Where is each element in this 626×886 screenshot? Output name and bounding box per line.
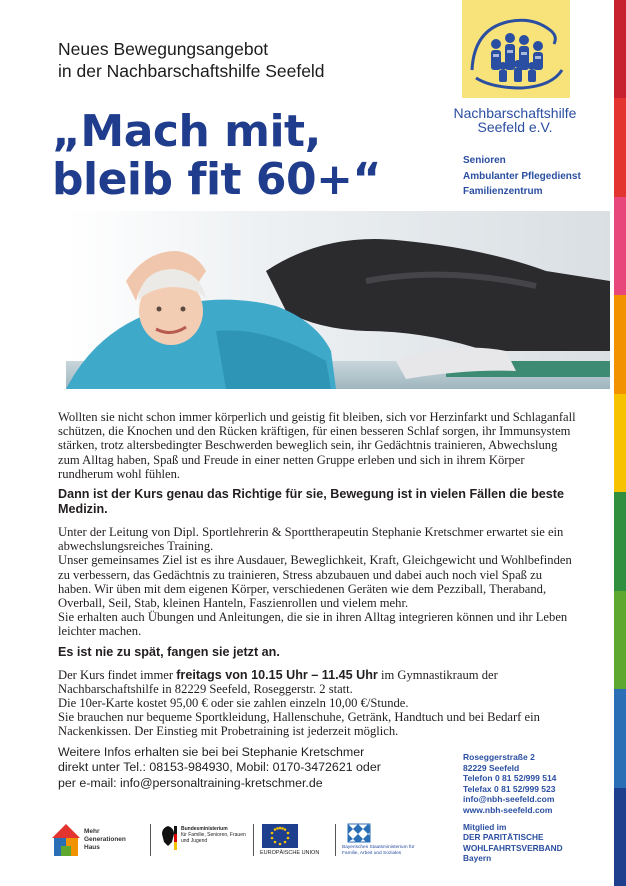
membership-line: DER PARITÄTISCHE <box>463 832 544 843</box>
contact-line: Weitere Infos erhalten sie bei bei Stephanie Kretschmer <box>58 744 365 759</box>
eu-label: EUROPÄISCHE UNION <box>260 850 320 856</box>
course-time-paragraph <box>58 668 578 696</box>
address-city: 82229 Seefeld <box>463 762 520 773</box>
bmf-line: und Jugend <box>181 838 208 844</box>
address-fax: Telefax 0 81 52/999 523 <box>463 783 556 794</box>
federal-eagle-icon <box>158 824 178 854</box>
bmf-label <box>181 826 251 844</box>
organization-name-line-1: Nachbarschaftshilfe <box>453 105 577 121</box>
page-title <box>52 108 381 204</box>
body-text <box>58 410 578 791</box>
contact-line: direkt unter Tel.: 08153-984930, Mobil: 0170-3472621 oder <box>58 760 381 775</box>
bmf-line: für Familie, Senioren, Frauen <box>181 832 246 838</box>
divider <box>253 824 254 856</box>
membership-line: Mitglied im <box>463 822 507 832</box>
headline-line-1: „Mach mit, <box>52 106 321 157</box>
bay-line: Bayerisches Staatsministerium für <box>342 845 415 850</box>
service-item: Senioren <box>463 155 506 166</box>
paragraph: Sie erhalten auch Übungen und Anleitungen, die sie in ihren Alltag integrieren können und ihr Leben leichter machen. <box>58 610 568 639</box>
address-web[interactable]: www.nbh-seefeld.com <box>463 804 553 815</box>
mgh-line: Mehr <box>84 828 100 835</box>
bavarian-crest-icon <box>344 822 374 844</box>
bay-label <box>342 845 422 857</box>
intro-line-2: in der Nachbarschaftshilfe Seefeld <box>58 61 325 81</box>
contact-email[interactable]: per e-mail: info@personaltraining-kretschmer.de <box>58 775 323 790</box>
organization-services <box>463 153 581 200</box>
address-email[interactable]: info@nbh-seefeld.com <box>463 794 555 805</box>
address-street: Roseggerstraße 2 <box>463 752 535 762</box>
eu-flag-icon <box>262 824 298 848</box>
price-paragraph: Die 10er-Karte kostet 95,00 € oder sie zahlen einzeln 10,00 €/Stunde. <box>58 696 409 711</box>
highlight-text: Es ist nie zu spät, fangen sie jetzt an. <box>58 644 280 659</box>
exercise-photo <box>66 211 610 389</box>
mgh-label <box>84 828 126 852</box>
course-time: freitags von 10.15 Uhr – 11.45 Uhr <box>176 667 378 682</box>
divider <box>335 824 336 856</box>
course-time-post: im Gymnastikraum der Nachbarschaftshilfe in 82229 Seefeld, Roseggerstr. 2 statt. <box>58 667 498 696</box>
membership-line: Bayern <box>463 853 492 864</box>
organization-logo <box>462 0 570 98</box>
logo-hands-icon <box>462 0 570 98</box>
mgh-line: Generationen <box>84 836 126 843</box>
mgh-line: Haus <box>84 844 100 851</box>
service-item: Ambulanter Pflegedienst <box>463 170 581 182</box>
seniors-exercising-illustration <box>66 211 610 389</box>
highlight-text: Dann ist der Kurs genau das Richtige für sie, Bewegung ist in vielen Fällen die beste Medizin. <box>58 487 564 517</box>
organization-name-line-2: Seefeld e.V. <box>477 119 553 135</box>
address-phone: Telefon 0 81 52/999 514 <box>463 773 557 784</box>
service-item: Familienzentrum <box>463 186 543 197</box>
address-block <box>463 752 556 816</box>
paragraph: Unser gemeinsames Ziel ist es ihre Ausdauer, Beweglichkeit, Kraft, Gleichgewicht und Wohlbefinden zu verbessern, das Gedächtnis zu trainieren, Stress abzubauen und dabei auch noch viel Spaß zu haben. Wir üben mit dem eigenen Körper, verschiedenen Geräten wie dem Pezziball, Theraband, Overball, Seil, Stab, kleinen Hanteln, Faszienrollen und vielem mehr. <box>58 553 572 611</box>
organization-name <box>445 106 585 134</box>
bmf-line: Bundesministerium <box>181 826 228 832</box>
paragraph: Sie brauchen nur bequeme Sportkleidung, Hallenschuhe, Getränk, Handtuch und bei Bedarf ein Nackenkissen. Der Einstieg mit Probetraining ist jederzeit möglich. <box>58 710 540 739</box>
color-strip <box>614 0 626 886</box>
bay-line: Familie, Arbeit und Soziales <box>342 851 402 856</box>
membership-block <box>463 822 563 864</box>
membership-line: WOHLFAHRTSVERBAND <box>463 842 563 853</box>
paragraph: Unter der Leitung von Dipl. Sportlehrerin & Sporttherapeutin Stephanie Kretschmer erwartet sie ein abwechslungsreiches Training. <box>58 525 564 554</box>
headline-line-2: bleib fit 60+“ <box>52 154 381 205</box>
course-time-pre: Der Kurs findet immer <box>58 667 177 682</box>
intro-text <box>58 38 325 82</box>
intro-paragraph: Wollten sie nicht schon immer körperlich und geistig fit bleiben, sich vor Herzinfarkt und Schlaganfall schützen, die Knochen und den Rücken kräftigen, für einen besseren Schlaf sorgen, ihr Immunsystem stärken, trotz altersbedingter Beschwerden beweglich sein, ihr Gedächtnis trainieren, Abwechslung zum Alltag haben, Spaß und Freude in einer netten Gruppe erleben und sich in ihrem Körper rundherum wohl fühlen. <box>58 410 576 481</box>
mgh-house-icon <box>48 820 84 860</box>
divider <box>150 824 151 856</box>
intro-line-1: Neues Bewegungsangebot <box>58 39 269 59</box>
